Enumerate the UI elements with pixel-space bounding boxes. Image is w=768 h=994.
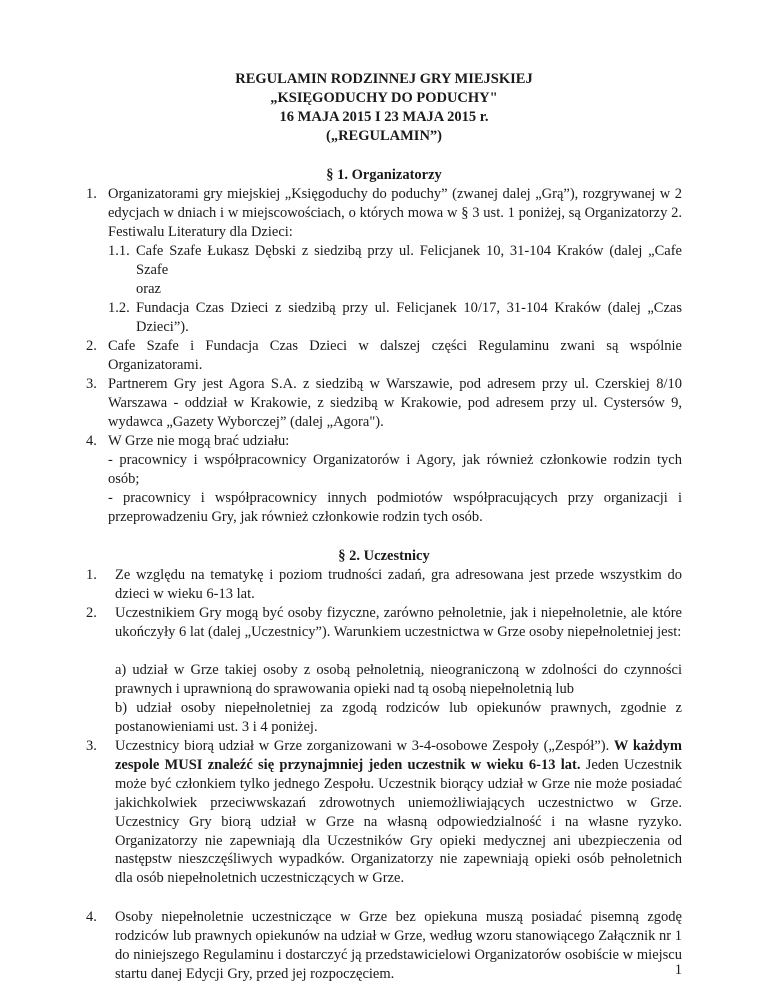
s2-p3-text-b: Jeden Uczestnik może być członkiem tylko jednego Zespołu. Uczestnik biorący udział w Grze nie może posiadać jakichkolwiek przeciwwskazań zdrowotnych uniemożliwiających uczestnictwo w Grze. Uczestnicy Gry biorą udział w Grze na własną odpowiedzialność i na własne ryzyko. Organizatorzy nie zapewniają dla Uczestników Gry opieki medycznej ani ubezpieczenia od następstw nieszczęśliwych wypadków. Organizatorzy nie zapewniają opieki osób pełnoletnich dla osób niepełnoletnich uczestniczących w Grze. — [115, 756, 682, 887]
s2-p3-bold-requirement: W każdym zespole MUSI znaleźć się przynajmniej jeden uczestnik w wieku 6-13 lat. — [115, 738, 682, 773]
s1-p2-text: Cafe Szafe i Fundacja Czas Dzieci w dalszej części Regulaminu zwani są wspólnie Organizatorami. — [108, 338, 682, 373]
s1-p1-number: 1. — [86, 186, 97, 202]
s2-p1-number: 1. — [86, 567, 97, 583]
s1-p4-number: 4. — [86, 433, 97, 449]
document-title — [0, 70, 768, 146]
s2-p2-item-b: b) udział osoby niepełnoletniej za zgodą rodziców lub opiekunów prawnych, zgodnie z postanowieniami ust. 3 i 4 poniżej. — [115, 700, 682, 735]
s1-p1-2-number: 1.2. — [108, 300, 130, 316]
s1-p3-number: 3. — [86, 376, 97, 392]
title-line-2: „KSIĘGODUCHY DO PODUCHY" — [270, 90, 498, 106]
s2-p3-text — [115, 737, 682, 888]
s2-p4-number: 4. — [86, 909, 97, 925]
s2-p3-text-a: Uczestnicy biorą udział w Grze zorganizowani w 3-4-osobowe Zespoły („Zespół”). — [115, 738, 614, 754]
title-line-3: 16 MAJA 2015 I 23 MAJA 2015 r. — [279, 109, 489, 125]
s2-p3-number: 3. — [86, 738, 97, 754]
s1-p3-text: Partnerem Gry jest Agora S.A. z siedzibą w Warszawie, pod adresem przy ul. Czerskiej 8/10 Warszawa - oddział w Krakowie, z siedzibą w Krakowie, pod adresem przy ul. Cystersów 9, wydawca „Gazety Wyborczej” (dalej „Agora"). — [108, 376, 682, 430]
s2-p1-text: Ze względu na tematykę i poziom trudności zadań, gra adresowana jest przede wszystkim do dzieci w wieku 6-13 lat. — [115, 567, 682, 602]
s1-p4-intro: W Grze nie mogą brać udziału: — [108, 433, 290, 449]
section-2-heading: § 2. Uczestnicy — [338, 548, 430, 564]
s1-p1-1-number: 1.1. — [108, 243, 130, 259]
title-line-1: REGULAMIN RODZINNEJ GRY MIEJSKIEJ — [235, 71, 533, 87]
s1-p2-number: 2. — [86, 338, 97, 354]
s1-p4-item-b: - pracownicy i współpracownicy innych podmiotów współpracujących przy organizacji i przeprowadzeniu Gry, jak również członkowie rodzin tych osób. — [108, 490, 682, 525]
s1-p1-text: Organizatorami gry miejskiej „Księgoduchy do poduchy” (zwanej dalej „Grą”), rozgrywanej w 2 edycjach w dniach i w miejscowościach, o których mowa w § 3 ust. 1 poniżej, są Organizatorzy 2. Festiwalu Literatury dla Dzieci: — [108, 186, 682, 240]
s2-p4-text: Osoby niepełnoletnie uczestniczące w Grze bez opiekuna muszą posiadać pisemną zgodę rodziców lub prawnych opiekunów na udział w Grze, według wzoru stanowiącego Załącznik nr 1 do niniejszego Regulaminu i dostarczyć ją przedstawicielowi Organizatorów osobiście w miejscu startu danej Edycji Gry, przed jej rozpoczęciem. — [115, 909, 682, 982]
s2-p2-text: Uczestnikiem Gry mogą być osoby fizyczne, zarówno pełnoletnie, jak i niepełnoletnie, ale które ukończyły 6 lat (dalej „Uczestnicy”). Warunkiem uczestnictwa w Grze osoby niepełnoletniej jest: — [115, 605, 682, 640]
s1-p1-1-text: Cafe Szafe Łukasz Dębski z siedzibą przy ul. Felicjanek 10, 31-104 Kraków (dalej „Cafe Szafe — [136, 243, 682, 278]
s1-p1-oraz: oraz — [136, 281, 161, 297]
s2-p2-item-a: a) udział w Grze takiej osoby z osobą pełnoletnią, nieograniczoną w zdolności do czynności prawnych i uprawnioną do sprawowania opieki nad tą osobą niepełnoletnią lub — [115, 662, 682, 697]
s1-p4-item-a: - pracownicy i współpracownicy Organizatorów i Agory, jak również członkowie rodzin tych osób; — [108, 452, 682, 487]
title-line-4: („REGULAMIN”) — [326, 128, 442, 144]
page-number: 1 — [674, 962, 682, 978]
s2-p2-number: 2. — [86, 605, 97, 621]
s1-p1-2-text: Fundacja Czas Dzieci z siedzibą przy ul. Felicjanek 10/17, 31-104 Kraków (dalej „Czas Dzieci”). — [136, 300, 682, 335]
section-1-heading: § 1. Organizatorzy — [326, 167, 442, 183]
